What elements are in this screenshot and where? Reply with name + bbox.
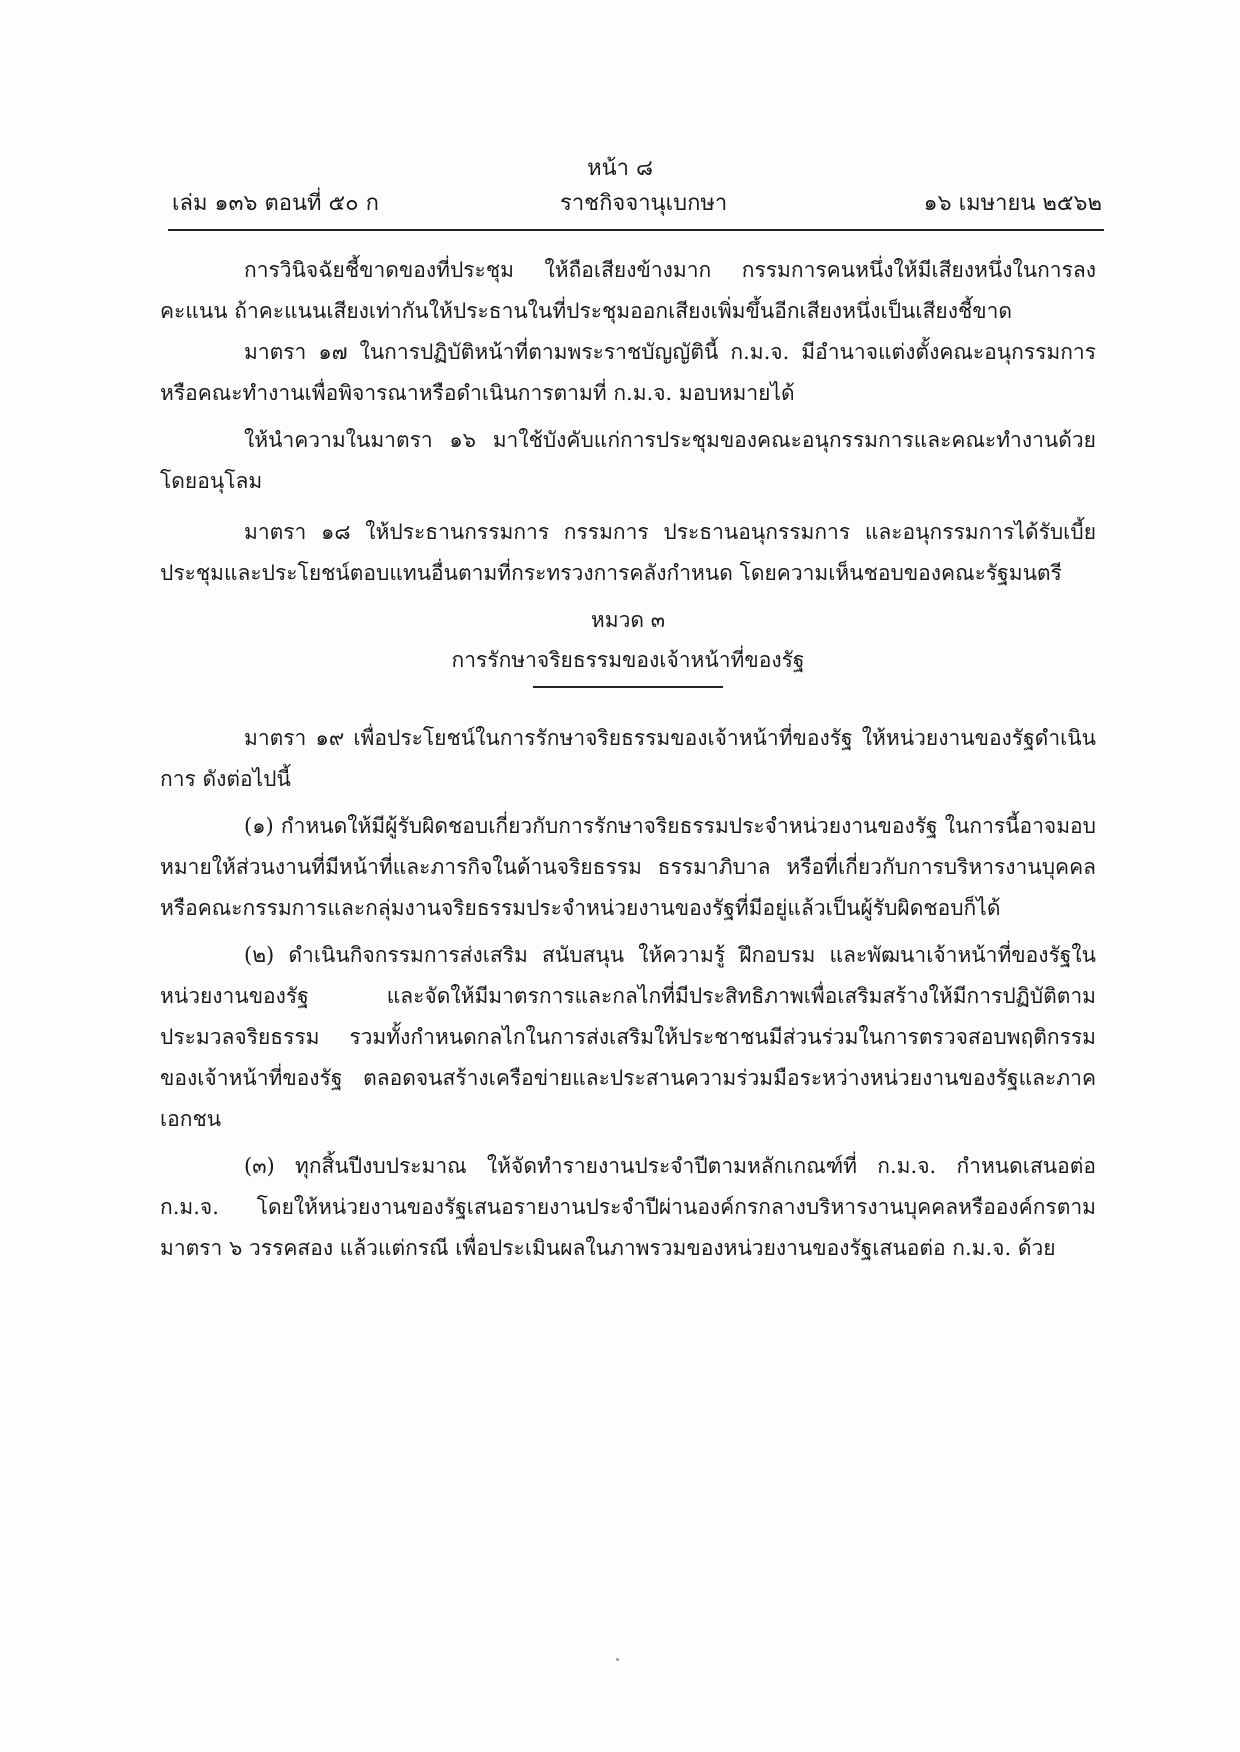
section-19-item-1: (๑) กำหนดให้มีผู้รับผิดชอบเกี่ยวกับการรักษาจริยธรรมประจำหน่วยงานของรัฐ ในการนี้อาจมอบหมายให้ส่วนงานที่มีหน้าที่และภารกิจในด้านจริยธรรม ธรรมาภิบาล หรือที่เกี่ยวกับการบริหารงานบุคคล หรือคณะกรรมการและกลุ่มงานจริยธรรมประจำหน่วยงานของรัฐที่มีอยู่แล้วเป็นผู้รับผิดชอบก็ได้ (160, 814, 1096, 920)
section-17: มาตรา ๑๗ ในการปฏิบัติหน้าที่ตามพระราชบัญญัตินี้ ก.ม.จ. มีอำนาจแต่งตั้งคณะอนุกรรมการหรือคณะทำงานเพื่อพิจารณาหรือดำเนินการตามที่ ก.ม.จ. มอบหมายได้ (160, 340, 1096, 405)
scan-speck (616, 1658, 619, 1661)
volume-issue: เล่ม ๑๓๖ ตอนที่ ๕๐ ก (172, 191, 379, 216)
chapter-number: หมวด ๓ (590, 608, 666, 632)
chapter-title: การรักษาจริยธรรมของเจ้าหน้าที่ของรัฐ (451, 648, 805, 672)
page-number: หน้า ๘ (587, 156, 653, 181)
section-19: มาตรา ๑๙ เพื่อประโยชน์ในการรักษาจริยธรรมของเจ้าหน้าที่ของรัฐ ให้หน่วยงานของรัฐดำเนินการ ดังต่อไปนี้ (160, 726, 1096, 791)
section-18: มาตรา ๑๘ ให้ประธานกรรมการ กรรมการ ประธานอนุกรรมการ และอนุกรรมการได้รับเบี้ยประชุมและประโยชน์ตอบแทนอื่นตามที่กระทรวงการคลังกำหนด โดยความเห็นชอบของคณะรัฐมนตรี (160, 520, 1096, 585)
document-body (160, 250, 1096, 1269)
running-header (172, 185, 1102, 219)
chapter-divider (533, 686, 723, 688)
section-19-item-3: (๓) ทุกสิ้นปีงบประมาณ ให้จัดทำรายงานประจำปีตามหลักเกณฑ์ที่ ก.ม.จ. กำหนดเสนอต่อ ก.ม.จ. โดยให้หน่วยงานของรัฐเสนอรายงานประจำปีผ่านองค์กรกลางบริหารงานบุคคลหรือองค์กรตามมาตรา ๖ วรรคสอง แล้วแต่กรณี เพื่อประเมินผลในภาพรวมของหน่วยงานของรัฐเสนอต่อ ก.ม.จ. ด้วย (160, 1154, 1096, 1260)
paragraph-section-16-application: ให้นำความในมาตรา ๑๖ มาใช้บังคับแก่การประชุมของคณะอนุกรรมการและคณะทำงานด้วยโดยอนุโลม (160, 428, 1096, 493)
section-19-item-2: (๒) ดำเนินกิจกรรมการส่งเสริม สนับสนุน ให้ความรู้ ฝึกอบรม และพัฒนาเจ้าหน้าที่ของรัฐในหน่วยงานของรัฐ และจัดให้มีมาตรการและกลไกที่มีประสิทธิภาพเพื่อเสริมสร้างให้มีการปฏิบัติตามประมวลจริยธรรม รวมทั้งกำหนดกลไกในการส่งเสริมให้ประชาชนมีส่วนร่วมในการตรวจสอบพฤติกรรมของเจ้าหน้าที่ของรัฐ ตลอดจนสร้างเครือข่ายและประสานความร่วมมือระหว่างหน่วยงานของรัฐและภาคเอกชน (160, 943, 1096, 1131)
publication-date: ๑๖ เมษายน ๒๕๖๒ (923, 191, 1102, 216)
paragraph-meeting-decision: การวินิจฉัยชี้ขาดของที่ประชุม ให้ถือเสียงข้างมาก กรรมการคนหนึ่งให้มีเสียงหนึ่งในการลงคะแนน ถ้าคะแนนเสียงเท่ากันให้ประธานในที่ประชุมออกเสียงเพิ่มขึ้นอีกเสียงหนึ่งเป็นเสียงชี้ขาด (160, 258, 1096, 323)
gazette-title: ราชกิจจานุเบกษา (560, 191, 728, 216)
header-divider (168, 229, 1104, 231)
